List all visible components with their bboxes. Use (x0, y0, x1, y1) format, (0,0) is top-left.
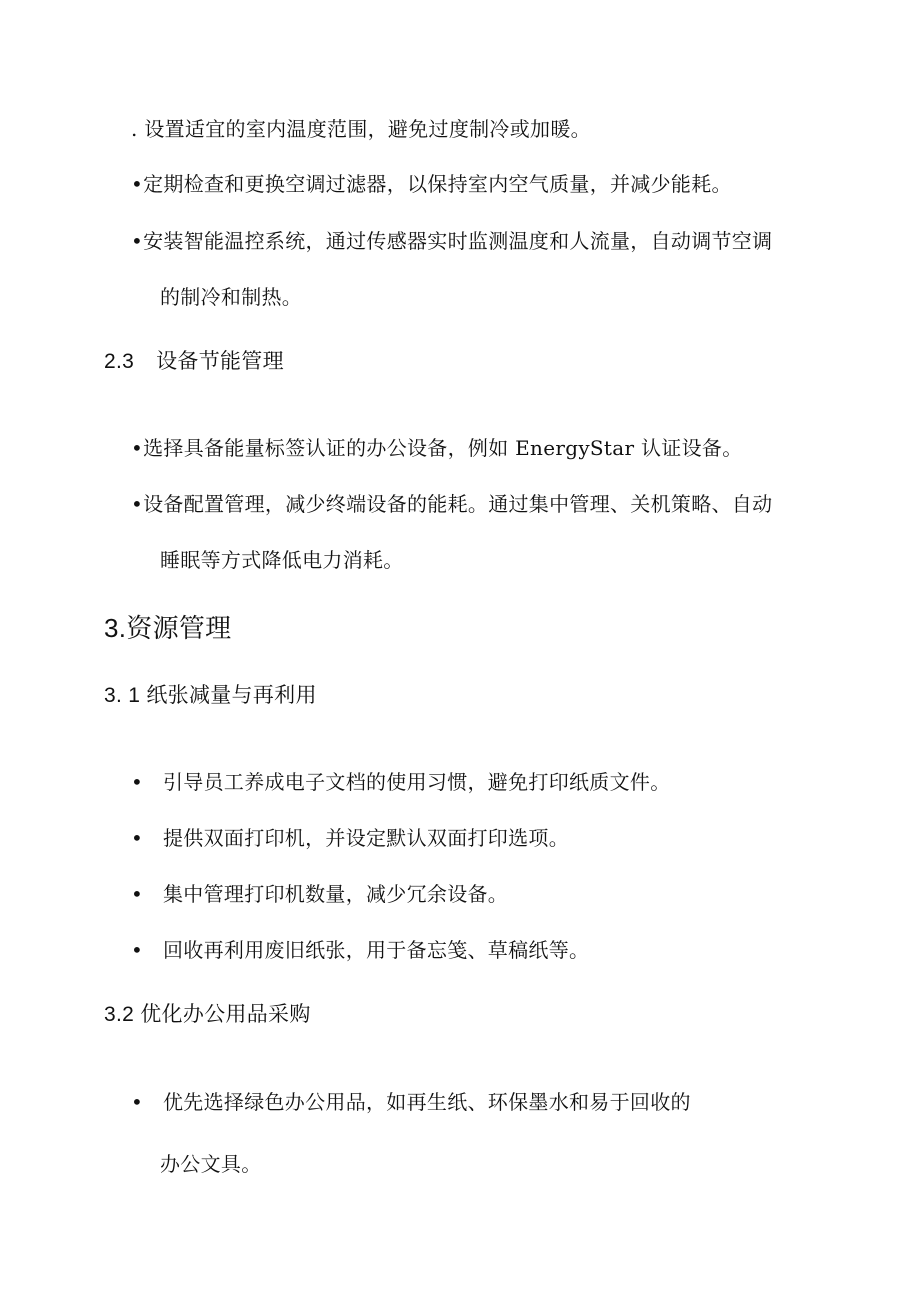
paragraph-smart-thermostat-line2: 的制冷和制热。 (160, 285, 303, 309)
list-item-continuation: 办公文具。 (160, 1152, 262, 1176)
section-3-heading: 3.资源管理 (104, 613, 232, 643)
section-3-2-heading: 3.2 优化办公用品采购 (104, 1003, 311, 1026)
section-number: 2.3 (104, 350, 135, 373)
list-item-text: 集中管理打印机数量，减少冗余设备。 (163, 882, 509, 906)
bullet-icon: • (131, 770, 144, 794)
section-3-1-heading: 3. 1 纸张减量与再利用 (104, 684, 317, 707)
list-item (131, 936, 589, 964)
list-item-text: 提供双面打印机，并设定默认双面打印选项。 (163, 826, 569, 850)
paragraph-temperature-range: . 设置适宜的室内温度范围，避免过度制冷或加暖。 (131, 117, 591, 141)
paragraph-filter-check: •定期检查和更换空调过滤器，以保持室内空气质量，并减少能耗。 (131, 172, 732, 196)
bullet-icon: • (131, 882, 144, 906)
list-item (131, 768, 671, 796)
bullet-icon: • (131, 1090, 144, 1114)
section-2-3-heading (104, 347, 284, 376)
list-item-text: 优先选择绿色办公用品，如再生纸、环保墨水和易于回收的 (163, 1090, 691, 1114)
paragraph-device-config-line1: •设备配置管理，减少终端设备的能耗。通过集中管理、关机策略、自动 (131, 492, 773, 516)
section-title: 设备节能管理 (156, 349, 284, 373)
list-item (131, 880, 508, 908)
paragraph-smart-thermostat-line1: •安装智能温控系统，通过传感器实时监测温度和人流量，自动调节空调 (131, 229, 773, 253)
list-item (131, 824, 569, 852)
list-item-text: 引导员工养成电子文档的使用习惯，避免打印纸质文件。 (163, 770, 671, 794)
list-item (131, 1088, 691, 1116)
paragraph-energy-label: •选择具备能量标签认证的办公设备，例如 EnergyStar 认证设备。 (131, 436, 743, 460)
list-item-text: 回收再利用废旧纸张，用于备忘笺、草稿纸等。 (163, 938, 590, 962)
bullet-icon: • (131, 826, 144, 850)
paragraph-device-config-line2: 睡眠等方式降低电力消耗。 (160, 548, 404, 572)
bullet-icon: • (131, 938, 144, 962)
